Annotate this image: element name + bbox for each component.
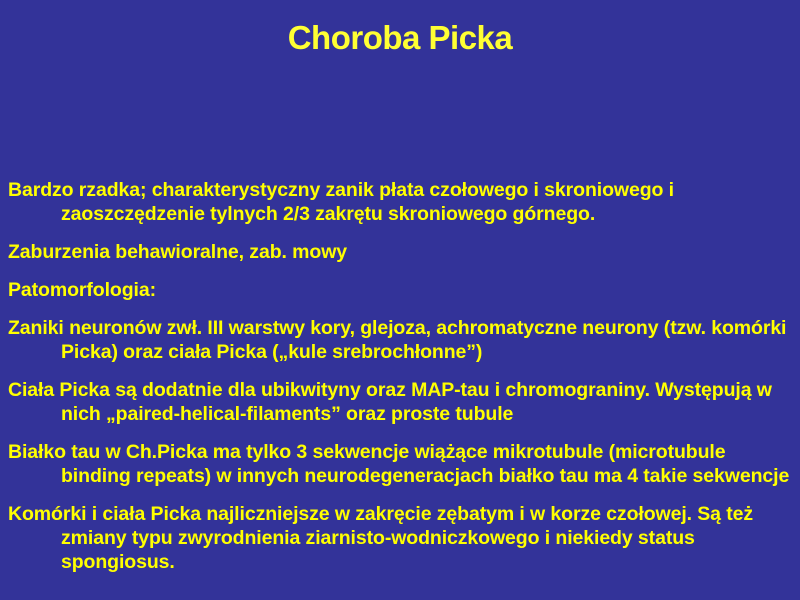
bullet-item: Patomorfologia:: [8, 279, 156, 301]
slide-title: Choroba Picka: [287, 19, 513, 56]
bullet-item: Ciała Picka są dodatnie dla ubikwityny oraz MAP-tau i chromograniny. Występują w nich „paired-helical-filaments” oraz proste tubule: [8, 379, 772, 425]
bullet-item: Bardzo rzadka; charakterystyczny zanik płata czołowego i skroniowego i zaoszczędzenie tylnych 2/3 zakrętu skroniowego górnego.: [8, 179, 674, 225]
bullet-item: Zaburzenia behawioralne, zab. mowy: [8, 241, 348, 263]
bullet-item: Komórki i ciała Picka najliczniejsze w zakręcie zębatym i w korze czołowej. Są też zmiany typu zwyrodnienia ziarnisto-wodniczkowego i niekiedy status spongiosus.: [8, 503, 754, 573]
bullet-list: [8, 178, 794, 588]
bullet-item: Białko tau w Ch.Picka ma tylko 3 sekwencje wiążące mikrotubule (microtubule binding repeats) w innych neurodegeneracjach białko tau ma 4 takie sekwencje: [8, 441, 790, 487]
bullet-item: Zaniki neuronów zwł. III warstwy kory, glejoza, achromatyczne neurony (tzw. komórki Picka) oraz ciała Picka („kule srebrochłonne”): [8, 317, 787, 363]
